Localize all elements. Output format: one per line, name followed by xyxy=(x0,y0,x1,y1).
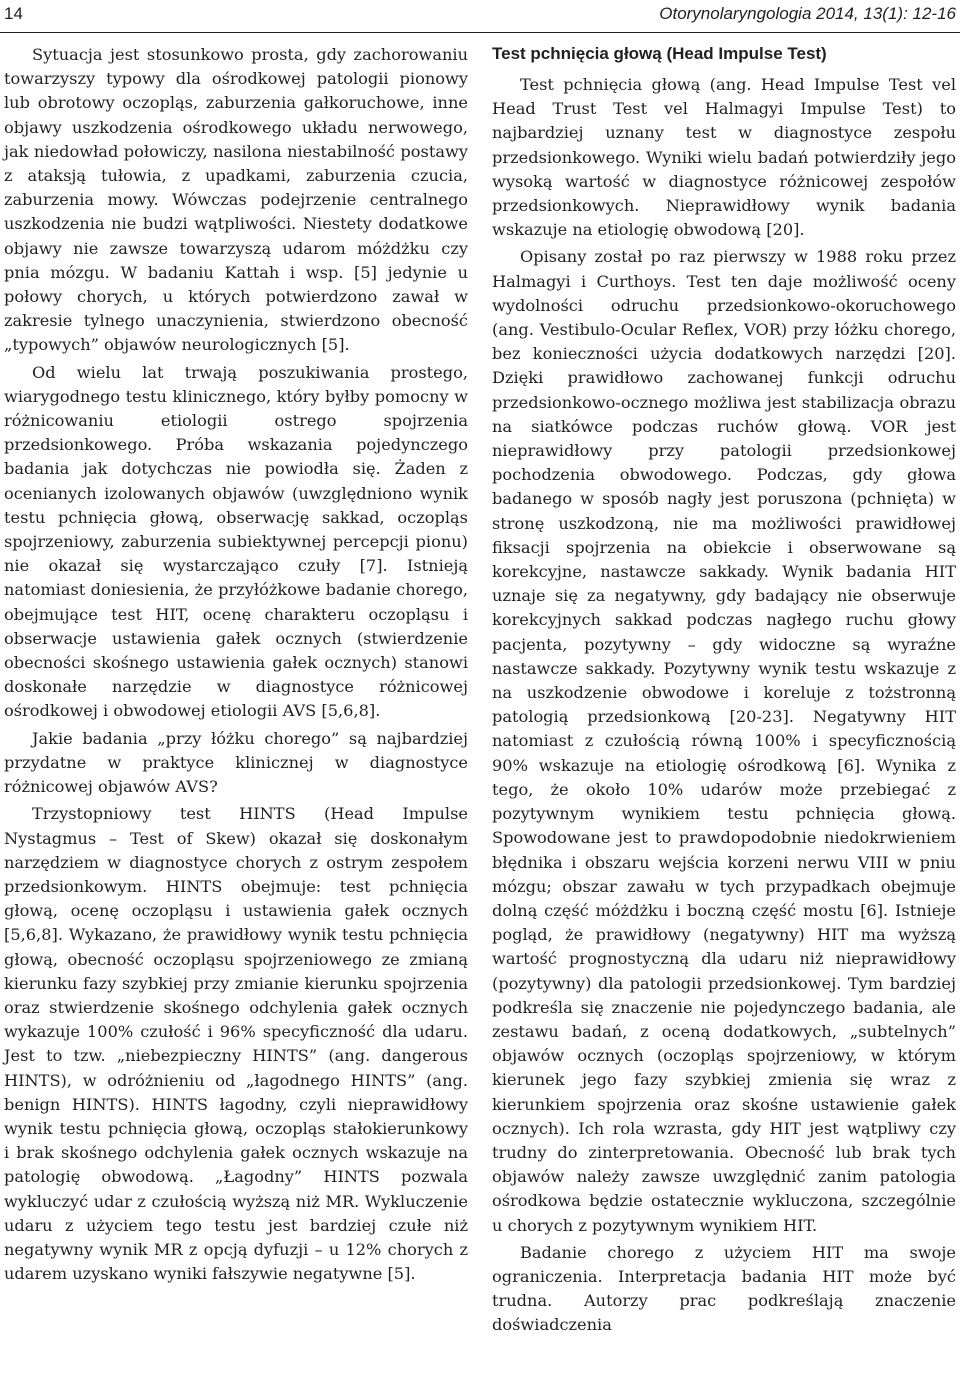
running-header xyxy=(0,0,960,33)
left-column xyxy=(4,43,468,1286)
paragraph-question: Jakie badania „przy łóżku chorego” są najbardziej przydatne w praktyce klinicznej w diagnostyce różnicowej objawów AVS? xyxy=(4,728,468,797)
paragraph-hints: Trzystopniowy test HINTS (Head Impulse Nystagmus – Test of Skew) okazał się doskonałym narzędziem w diagnostyce chorych z ostrym zespołem przedsionkowym. HINTS obejmuje: test pchnięcia głową, ocenę oczopląsu i ustawienia gałek ocznych [5,6,8]. Wykazano, że prawidłowy wynik testu pchnięcia głową, obecność oczopląsu spojrzeniowego ze zmianą kierunku fazy szybkiej przy zmianie kierunku spojrzenia oraz stwierdzenie skośnego odchylenia gałek ocznych wykazuje 100% czułość i 96% specyficzność dla udaru. Jest to tzw. „niebezpieczny HINTS” (ang. dangerous HINTS), w odróżnieniu od „łagodnego HINTS” (ang. benign HINTS). HINTS łagodny, czyli nieprawidłowy wynik testu pchnięcia głową, oczopląs stałokierunkowy i brak skośnego odchylenia gałek ocznych wskazuje na patologię obwodową. „Łagodny” HINTS pozwala wykluczyć udar z czułością wyższą niż MR. Wykluczenie udaru z użyciem tego testu jest bardziej czułe niż negatywny wynik MR z opcją dyfuzji – u 12% chorych z udarem uzyskano wyniki fałszywie negatywne [5]. xyxy=(4,804,468,1284)
paragraph-hit-intro: Test pchnięcia głową (ang. Head Impulse Test vel Head Trust Test vel Halmagyi Impulse Test) to najbardziej uznany test w diagnostyce zespołu przedsionkowego. Wyniki wielu badań potwierdziły jego wysoką wartość w diagnostyce różnicowej zespołów przedsionkowych. Nieprawidłowy wynik badania wskazuje na etiologię obwodową [20]. xyxy=(492,75,956,240)
paragraph-hit-description: Opisany został po raz pierwszy w 1988 roku przez Halmagyi i Curthoys. Test ten daje możliwość oceny wydolności odruchu przedsionkowo-okoruchowego (ang. Vestibulo-Ocular Reflex, VOR) przy łóżku chorego, bez konieczności użycia dodatkowych narzędzi [20]. Dzięki prawidłowo zachowanej funkcji odruchu przedsionkowo-ocznego możliwa jest stabilizacja obrazu na siatkówce podczas ruchów głową. VOR jest nieprawidłowy przy patologii przedsionkowej pochodzenia obwodowego. Podczas, gdy głowa badanego w sposób nagły jest poruszona (pchnięta) w stronę uszkodzoną, nie ma możliwości prawidłowej fiksacji spojrzenia na obiekcie i obserwowane są korekcyjne, nastawcze sakkady. Wynik badania HIT uznaje się za negatywny, gdy badający nie obserwuje korekcyjnych sakkad podczas nagłego ruchu głowy pacjenta, pozytywny – gdy widoczne są wyraźne nastawcze sakkady. Pozytywny wynik testu wskazuje z na uszkodzenie obwodowe i koreluje z tożstronną patologią przedsionkową [20-23]. Negatywny HIT natomiast z czułością równą 100% i specyficznością 90% wskazuje na etiologię ośrodkową [6]. Wynika z tego, że około 10% udarów może przebiegać z pozytywnym wynikiem testu pchnięcia głową. Spowodowane jest to prawdopodobnie niedokrwieniem błędnika i obszaru wejścia korzeni nerwu VIII w pniu mózgu; obszar zawału w tych przypadkach obejmuje dolną część móżdżku i boczną część mostu [6]. Istnieje pogląd, że prawidłowy (negatywny) HIT ma wyższą wartość prognostyczną dla udaru niż nieprawidłowy (pozytywny) dla patologii przedsionkowej. Tym bardziej podkreśla się znaczenie nie pojedynczego badania, ale zestawu badań, z oceną dodatkowych, „subtelnych” objawów ocznych (oczopląs spojrzeniowy, w którym kierunek jego fazy szybkiej zmienia się wraz z kierunkiem spojrzenia oraz skośne ustawienie gałek ocznych). Ich rola wzrasta, gdy HIT jest wątpliwy czy trudny do zinterpretowania. Obecność lub brak tych objawów należy zawsze uwzględnić zanim patologia ośrodkowa będzie ostatecznie wykluczona, szczególnie u chorych z pozytywnym wynikiem HIT. xyxy=(492,247,956,1235)
page-number: 14 xyxy=(4,4,23,23)
journal-reference: Otorynolaryngologia 2014, 13(1): 12-16 xyxy=(659,4,956,23)
section-heading-head-impulse-test: Test pchnięcia głową (Head Impulse Test) xyxy=(492,44,827,63)
paragraph-search-for-test: Od wielu lat trwają poszukiwania prostego, wiarygodnego testu klinicznego, który byłby pomocny w różnicowaniu etiologii ostrego spojrzenia przedsionkowego. Próba wskazania pojedynczego badania jak dotychczas nie powiodła się. Żaden z ocenianych izolowanych objawów (uwzględniono wynik testu pchnięcia głową, obserwację sakkad, oczopląs spojrzeniowy, zaburzenia subiektywnej percepcji pionu) nie okazał się wystarczająco czuły [7]. Istnieją natomiast doniesienia, że przyłóżkowe badanie chorego, obejmujące test HIT, ocenę charakteru oczopląsu i obserwacje ustawienia gałek ocznych (stwierdzenie obecności skośnego ustawienia gałek ocznych) stanowi doskonałe narzędzie w diagnostyce różnicowej ośrodkowej i obwodowej etiologii AVS [5,6,8]. xyxy=(4,362,468,721)
right-column xyxy=(492,43,956,1338)
paragraph-situation: Sytuacja jest stosunkowo prosta, gdy zachorowaniu towarzyszy typowy dla ośrodkowej patologii pionowy lub obrotowy oczopląs, zaburzenia gałkoruchowe, inne objawy uszkodzenia ośrodkowego układu nerwowego, jak niedowład połowiczy, nasilona niestabilność postawy z ataksją tułowia, z upadkami, zaburzenia czucia, zaburzenia mowy. Wówczas podejrzenie centralnego uszkodzenia nie budzi wątpliwości. Niestety dodatkowe objawy nie zawsze towarzyszą udarom móżdżku czy pnia mózgu. W badaniu Kattah i wsp. [5] jedynie u połowy chorych, u których potwierdzono zawał w zakresie tylnego unaczynienia, stwierdzono obecność „typowych” objawów neurologicznych [5]. xyxy=(4,45,468,355)
paragraph-hit-limitations: Badanie chorego z użyciem HIT ma swoje ograniczenia. Interpretacja badania HIT może być trudna. Autorzy prac podkreślają znaczenie doświadczenia xyxy=(492,1242,956,1335)
